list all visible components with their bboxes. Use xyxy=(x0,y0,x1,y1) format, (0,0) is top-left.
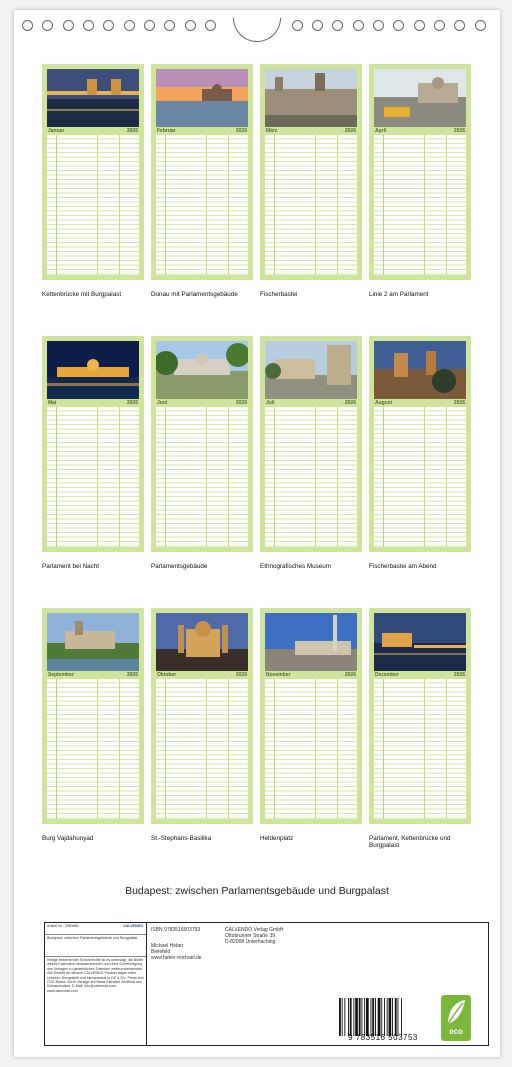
day-grid xyxy=(47,679,139,819)
month-name: Oktober xyxy=(157,672,177,678)
month-name: Juni xyxy=(157,400,168,406)
month-year: 2026 xyxy=(344,128,356,134)
day-grid xyxy=(47,407,139,547)
leaf-icon xyxy=(445,998,467,1026)
binding-hole xyxy=(332,20,343,31)
month-header xyxy=(47,400,139,406)
calvendo-logo: CALVENDO xyxy=(123,924,143,928)
barcode-bar xyxy=(362,998,363,1036)
month-tile xyxy=(42,336,144,552)
binding-hole xyxy=(124,20,135,31)
barcode-bar xyxy=(387,998,388,1036)
barcode-bar xyxy=(344,998,345,1036)
month-photo xyxy=(374,69,466,127)
publisher-street: Ottobrunner Straße 39 xyxy=(225,933,276,939)
publisher-city: D-82008 Unterhaching xyxy=(225,939,276,945)
author-name: Michael Heber xyxy=(151,943,184,949)
month-caption: Fischerbastei xyxy=(260,291,298,298)
hanger-cutout xyxy=(233,18,281,42)
month-caption: Fischerbastei am Abend xyxy=(369,563,437,570)
barcode-bar xyxy=(364,998,365,1036)
month-header xyxy=(265,400,357,406)
month-caption: St.-Stephans-Basilika xyxy=(151,835,212,842)
month-name: Mai xyxy=(48,400,57,406)
month-caption: Donau mit Parlamentsgebäude xyxy=(151,291,238,298)
month-year: 2026 xyxy=(235,672,247,678)
barcode-bar xyxy=(359,998,361,1036)
month-tile xyxy=(42,608,144,824)
month-photo xyxy=(156,613,248,671)
month-caption: Kettenbrücke mit Burgpalast xyxy=(42,291,122,298)
barcode-bar xyxy=(395,998,397,1036)
day-grid xyxy=(265,135,357,275)
month-tile xyxy=(369,336,471,552)
calendar-page xyxy=(14,10,500,1057)
month-header xyxy=(156,128,248,134)
article-number: Artikel Nr.: 2960680 xyxy=(47,924,79,928)
month-year: 2026 xyxy=(235,400,247,406)
month-year: 2026 xyxy=(453,672,465,678)
month-header xyxy=(374,400,466,406)
day-grid xyxy=(374,135,466,275)
author-city: Bielefeld xyxy=(151,949,171,955)
barcode-number: 9 783516 503753 xyxy=(348,1033,418,1042)
month-photo xyxy=(156,341,248,399)
barcode-bar xyxy=(389,998,392,1036)
month-year: 2026 xyxy=(344,400,356,406)
barcode-bar xyxy=(371,998,372,1036)
month-photo xyxy=(265,341,357,399)
author-url: www.heber-michael.de xyxy=(151,955,202,961)
month-year: 2026 xyxy=(126,400,138,406)
month-photo xyxy=(374,613,466,671)
month-tile xyxy=(369,608,471,824)
barcode-bar xyxy=(392,998,393,1036)
month-header xyxy=(47,128,139,134)
day-grid xyxy=(47,135,139,275)
binding-hole xyxy=(454,20,465,31)
binding-hole xyxy=(353,20,364,31)
binding-hole xyxy=(312,20,323,31)
month-caption: Ethnografisches Museum xyxy=(260,563,332,570)
month-year: 2026 xyxy=(235,128,247,134)
month-photo xyxy=(265,613,357,671)
month-photo xyxy=(47,613,139,671)
binding-hole xyxy=(164,20,175,31)
binding-hole xyxy=(475,20,486,31)
month-header xyxy=(156,400,248,406)
month-header xyxy=(47,672,139,678)
isbn-text: ISBN 9783516503753 xyxy=(151,927,201,933)
binding-hole xyxy=(373,20,384,31)
month-tile xyxy=(260,336,362,552)
publisher-info xyxy=(225,927,335,945)
month-name: Juli xyxy=(266,400,275,406)
eco-badge xyxy=(441,995,471,1041)
binding-hole xyxy=(144,20,155,31)
binding-holes xyxy=(14,20,500,34)
back-cover-info xyxy=(44,922,489,1046)
month-name: September xyxy=(48,672,74,678)
month-caption: Parlamentsgebäude xyxy=(151,563,208,570)
binding-hole xyxy=(103,20,114,31)
month-header xyxy=(156,672,248,678)
binding-hole xyxy=(393,20,404,31)
barcode-bar xyxy=(375,998,376,1036)
month-name: April xyxy=(375,128,387,134)
month-photo xyxy=(156,69,248,127)
month-photo xyxy=(374,341,466,399)
binding-hole xyxy=(292,20,303,31)
barcode-bar xyxy=(401,998,402,1036)
article-info xyxy=(45,923,147,1045)
barcode-bar xyxy=(366,998,369,1036)
binding-hole xyxy=(185,20,196,31)
day-grid xyxy=(374,407,466,547)
month-tile xyxy=(151,336,253,552)
day-grid xyxy=(265,407,357,547)
binding-hole xyxy=(434,20,445,31)
month-photo xyxy=(265,69,357,127)
barcode-bar xyxy=(378,998,381,1036)
month-caption: Parlament bei Nacht xyxy=(42,563,100,570)
month-header xyxy=(374,128,466,134)
barcode-bar xyxy=(398,998,399,1036)
publisher-name: CALVENDO Verlag GmbH xyxy=(225,927,284,933)
month-tile xyxy=(260,64,362,280)
month-tile xyxy=(151,64,253,280)
month-header xyxy=(265,672,357,678)
month-tile xyxy=(369,64,471,280)
eco-label: eco xyxy=(449,1027,463,1036)
barcode-bar xyxy=(350,998,352,1036)
calendar-title: Budapest: zwischen Parlamentsgebäude und Burgpalast xyxy=(125,885,389,897)
month-year: 2026 xyxy=(126,128,138,134)
month-year: 2026 xyxy=(453,400,465,406)
month-year: 2026 xyxy=(453,128,465,134)
month-header xyxy=(374,672,466,678)
barcode-bar xyxy=(342,998,343,1036)
day-grid xyxy=(156,407,248,547)
month-caption: Parlament, Kettenbrücke und Burgpalast xyxy=(369,835,451,849)
binding-hole xyxy=(83,20,94,31)
barcode-bar xyxy=(348,998,349,1036)
barcode-bar xyxy=(339,998,341,1036)
month-caption: Linie 2 am Parlament xyxy=(369,291,429,298)
month-year: 2026 xyxy=(126,672,138,678)
month-header xyxy=(265,128,357,134)
month-photo xyxy=(47,69,139,127)
month-name: August xyxy=(375,400,393,406)
month-name: Januar xyxy=(48,128,65,134)
month-tile xyxy=(42,64,144,280)
month-name: Dezember xyxy=(375,672,399,678)
month-tile xyxy=(260,608,362,824)
barcode-bar xyxy=(353,998,354,1036)
barcode-bar xyxy=(384,998,385,1036)
month-photo xyxy=(47,341,139,399)
month-name: März xyxy=(266,128,278,134)
month-caption: Burg Vajdahunyad xyxy=(42,835,94,842)
day-grid xyxy=(265,679,357,819)
barcode-bar xyxy=(355,998,358,1036)
day-grid xyxy=(374,679,466,819)
month-name: November xyxy=(266,672,291,678)
binding-hole xyxy=(42,20,53,31)
month-name: Februar xyxy=(157,128,176,134)
day-grid xyxy=(156,679,248,819)
month-tile xyxy=(151,608,253,824)
isbn-author-info xyxy=(151,927,221,961)
month-caption: Heldenplatz xyxy=(260,835,294,842)
barcode-bar xyxy=(372,998,374,1036)
binding-hole xyxy=(414,20,425,31)
barcode-bar xyxy=(381,998,382,1036)
article-subtitle: Budapest: zwischen Parlamentsgebäude und Burgpalast xyxy=(47,936,138,940)
binding-hole xyxy=(205,20,216,31)
legal-notice: Infolge bestehender Schutzrechte ist es untersagt, die Bilder dieses Kalenders herauszutrennen und ohne Genehmigung des Verlages zu gewerblichen Zwecken weiterzuverwenden. Alle Rechte an diesem CALVENDO Produkt liegen beim Urheber. Hergestellt und klimaneutral in DE & EU. Prints and CO2-Bilanz: durch Verlage auf Basis Klimatelf Zertifikat des Klimaschutzes. E-Mail: info@calvendo.com · www.calvendo.com xyxy=(47,958,144,993)
day-grid xyxy=(156,135,248,275)
binding-hole xyxy=(63,20,74,31)
binding-hole xyxy=(22,20,33,31)
month-year: 2026 xyxy=(344,672,356,678)
